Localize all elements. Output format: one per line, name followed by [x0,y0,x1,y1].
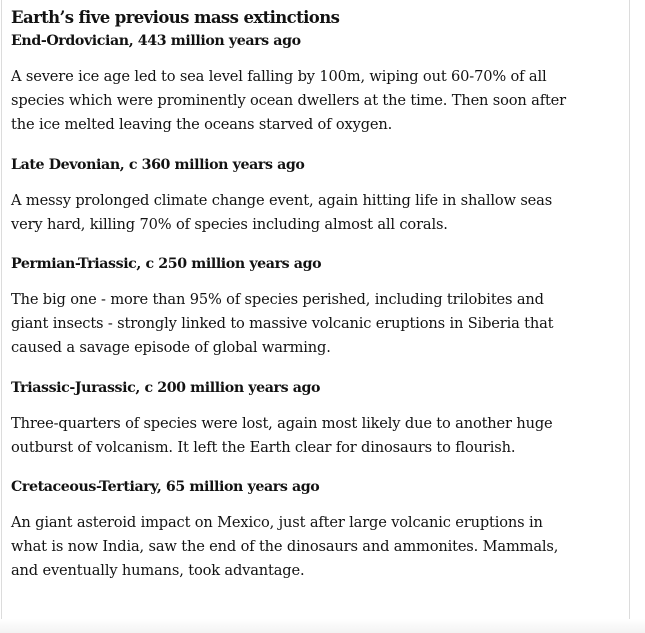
section-description [11,288,626,361]
section-heading: Late Devonian, c 360 million years ago [11,156,305,173]
extinction-section [11,154,626,237]
section-heading: Triassic-Jurassic, c 200 million years ago [11,379,321,396]
description-line: giant insects - strongly linked to massive volcanic eruptions in Siberia that [11,315,554,333]
extinction-section [11,377,626,460]
description-line: the ice melted leaving the oceans starved of oxygen. [11,116,393,134]
description-line: species which were prominently ocean dwellers at the time. Then soon after [11,92,566,110]
extinction-section [11,476,626,584]
article-box [11,6,626,584]
section-heading: End-Ordovician, 443 million years ago [11,33,301,49]
description-line: outburst of volcanism. It left the Earth clear for dinosaurs to flourish. [11,438,516,456]
description-line: very hard, killing 70% of species including almost all corals. [11,215,448,233]
section-heading: Permian-Triassic, c 250 million years ago [11,256,322,273]
description-line: A severe ice age led to sea level falling by 100m, wiping out 60-70% of all [11,68,547,85]
section-description [11,412,626,460]
extinction-section [11,253,626,361]
extinction-section [11,30,626,138]
page-title: Earth’s five previous mass extinctions [11,8,340,27]
section-description [11,189,626,237]
description-line: caused a savage episode of global warming. [11,339,331,357]
section-description [11,511,626,584]
section-heading: Cretaceous-Tertiary, 65 million years ago [11,479,320,496]
section-description [11,65,626,138]
description-line: Three-quarters of species were lost, again most likely due to another huge [11,414,553,432]
description-line: An giant asteroid impact on Mexico, just after large volcanic eruptions in [11,514,543,532]
extinction-list [11,30,626,584]
description-line: what is now India, saw the end of the dinosaurs and ammonites. Mammals, [11,538,559,556]
bottom-fade [0,619,645,633]
description-line: and eventually humans, took advantage. [11,562,305,580]
description-line: The big one - more than 95% of species perished, including trilobites and [11,291,544,309]
description-line: A messy prolonged climate change event, again hitting life in shallow seas [11,191,553,209]
